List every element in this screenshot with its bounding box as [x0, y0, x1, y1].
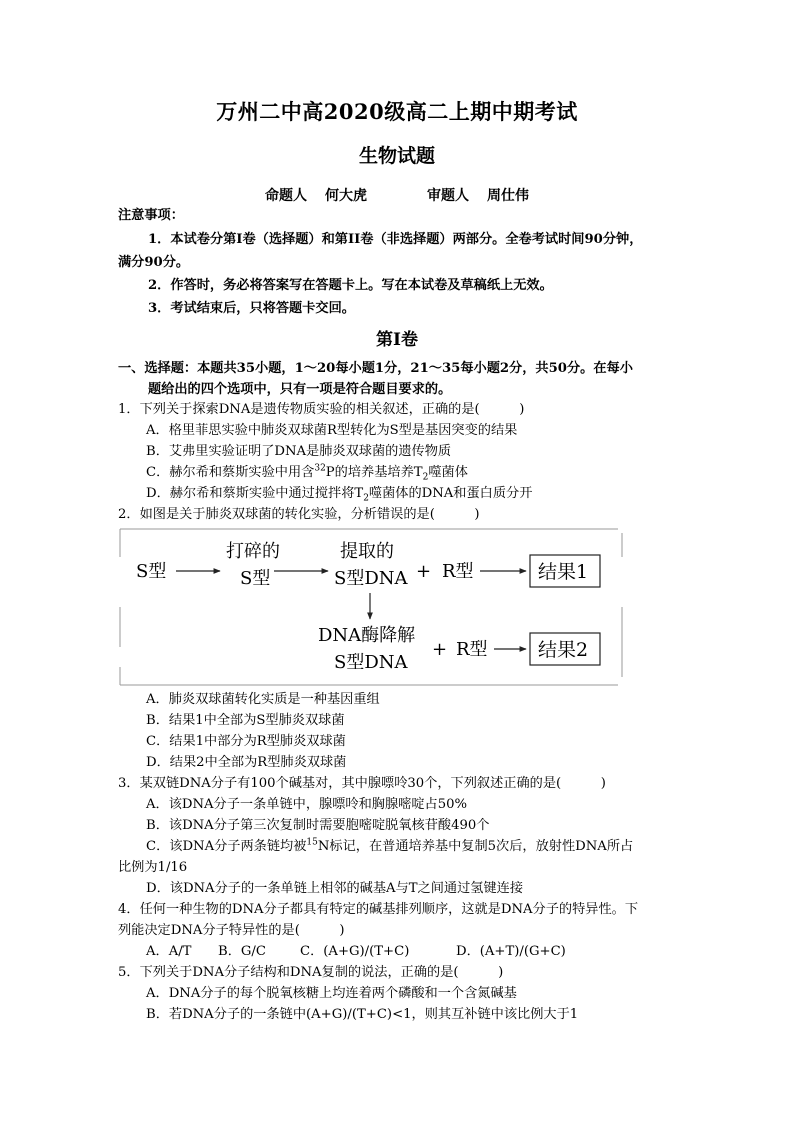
q2-option-b: B．结果1中全部为S型肺炎双球菌	[146, 713, 345, 728]
diagram-result-2: 结果2	[538, 639, 589, 661]
transformation-experiment-diagram	[118, 527, 628, 687]
diagram-r-type-2: R型	[456, 639, 488, 660]
section-1-heading: 一、选择题：本题共35小题，1～20每小题1分，21～35每小题2分，共50分。在每小	[118, 361, 633, 376]
q5-option-a: A．DNA分子的每个脱氧核糖上均连着两个磷酸和一个含氮碱基	[146, 986, 517, 1001]
section-1-heading-cont: 题给出的四个选项中，只有一项是符合题目要求的。	[148, 382, 452, 397]
q3-c-isotope: 15	[306, 837, 318, 848]
diagram-crushed-1: 打碎的	[226, 541, 280, 562]
q3-c-text-1: C．该DNA分子两条链均被	[146, 839, 307, 854]
q3-option-a: A．该DNA分子一条单链中，腺嘌呤和胸腺嘧啶占50%	[146, 797, 468, 812]
notice-item-2: 2．作答时，务必将答案写在答题卡上。写在本试卷及草稿纸上无效。	[148, 278, 553, 293]
q2-option-a: A．肺炎双球菌转化实质是一种基因重组	[146, 692, 380, 707]
diagram-plus-2: +	[432, 639, 448, 660]
q2-option-c: C．结果1中部分为R型肺炎双球菌	[146, 734, 346, 749]
q2-option-d: D．结果2中全部为R型肺炎双球菌	[146, 755, 347, 770]
q3-option-c	[146, 837, 633, 857]
diagram-dnase-1: DNA酶降解	[318, 625, 416, 646]
author-name: 何大虎	[325, 188, 367, 204]
q1-option-c	[146, 463, 468, 483]
q4-stem: 4．任何一种生物的DNA分子都具有特定的碱基排列顺序，这就是DNA分子的特异性。下	[118, 902, 639, 917]
q3-option-c-cont: 比例为1/16	[118, 860, 188, 875]
notice-item-1-cont: 满分90分。	[118, 255, 190, 270]
diagram-s-type: S型	[136, 561, 167, 582]
q4-option-c: C．(A+G)/(T+C)	[300, 944, 410, 959]
diagram-r-type-1: R型	[442, 561, 474, 582]
q3-stem: 3．某双链DNA分子有100个碱基对，其中腺嘌呤30个，下列叙述正确的是( )	[118, 776, 606, 791]
q5-stem: 5．下列关于DNA分子结构和DNA复制的说法，正确的是( )	[118, 965, 504, 980]
q1-d-subscript: 2	[363, 493, 369, 504]
q4-stem-cont: 列能决定DNA分子特异性的是( )	[118, 923, 345, 938]
diagram-result-1: 结果1	[538, 561, 589, 583]
notice-item-3: 3．考试结束后，只将答题卡交回。	[148, 301, 355, 316]
q5-option-b: B．若DNA分子的一条链中(A+G)/(T+C)<1，则其互补链中该比例大于1	[146, 1007, 579, 1022]
reviewer-label: 审题人	[427, 188, 469, 204]
volume-title: 第Ⅰ卷	[376, 330, 418, 350]
q1-option-b: B．艾弗里实验证明了DNA是肺炎双球菌的遗传物质	[146, 444, 452, 459]
q1-d-text-2: 噬菌体的DNA和蛋白质分开	[368, 486, 533, 501]
notice-heading: 注意事项：	[118, 208, 184, 223]
q1-c-isotope: 32	[314, 463, 326, 474]
q1-c-text-1: C．赫尔希和蔡斯实验中用含	[146, 465, 315, 480]
exam-title: 万州二中高2020级高二上期中期考试	[216, 99, 578, 124]
q3-c-text-2: N标记，在普通培养基中复制5次后，放射性DNA所占	[317, 839, 634, 854]
reviewer-name: 周仕伟	[487, 188, 529, 204]
q1-c-text-2: P的培养基培养T	[325, 465, 423, 480]
diagram-extracted-1: 提取的	[340, 541, 394, 562]
diagram-extracted-2: S型DNA	[334, 568, 408, 589]
q1-option-a: A．格里菲思实验中肺炎双球菌R型转化为S型是基因突变的结果	[146, 423, 518, 438]
exam-subject: 生物试题	[358, 145, 435, 167]
diagram-plus-1: +	[416, 561, 432, 582]
author-label: 命题人	[265, 188, 307, 204]
q1-option-d	[146, 484, 532, 504]
q4-option-d: D．(A+T)/(G+C)	[456, 944, 566, 959]
q4-option-b: B．G/C	[218, 944, 266, 959]
author-line	[0, 185, 794, 205]
q4-option-a: A．A/T	[146, 944, 192, 959]
notice-item-1: 1．本试卷分第I卷（选择题）和第II卷（非选择题）两部分。全卷考试时间90分钟，	[148, 232, 643, 247]
q1-c-subscript: 2	[422, 472, 429, 483]
q1-d-text-1: D．赫尔希和蔡斯实验中通过搅拌将T	[146, 486, 364, 501]
q1-stem: 1．下列关于探索DNA是遗传物质实验的相关叙述，正确的是( )	[118, 402, 525, 417]
q3-option-b: B．该DNA分子第三次复制时需要胞嘧啶脱氧核苷酸490个	[146, 818, 490, 833]
q3-option-d: D．该DNA分子的一条单链上相邻的碱基A与T之间通过氢键连接	[146, 881, 524, 896]
q2-stem: 2．如图是关于肺炎双球菌的转化实验，分析错误的是( )	[118, 507, 480, 522]
diagram-dnase-2: S型DNA	[334, 652, 408, 673]
diagram-crushed-2: S型	[240, 568, 271, 589]
q1-c-text-3: 噬菌体	[428, 465, 468, 480]
